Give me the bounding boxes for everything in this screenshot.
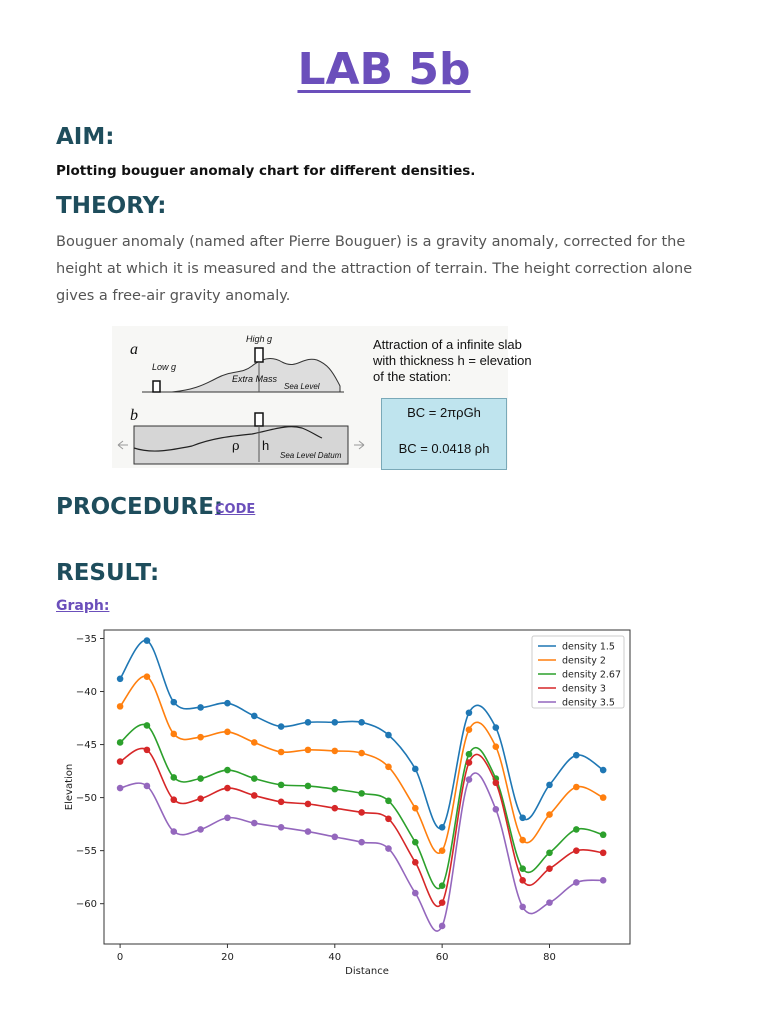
data-point	[144, 637, 151, 644]
data-point	[278, 824, 285, 831]
data-point	[546, 899, 553, 906]
data-point	[144, 747, 151, 754]
procedure-heading: PROCEDURE:	[56, 494, 224, 520]
data-point	[224, 814, 231, 821]
data-point	[278, 749, 285, 756]
x-tick-label: 0	[116, 952, 124, 963]
legend-entry: density 3	[562, 683, 606, 695]
rho-label: ρ	[232, 439, 240, 454]
y-tick-label: −50	[75, 793, 97, 805]
slab-description	[373, 337, 563, 385]
data-point	[251, 775, 258, 782]
data-point	[493, 806, 500, 813]
y-tick-label: −35	[75, 633, 97, 645]
data-point	[197, 795, 204, 802]
data-point	[224, 700, 231, 707]
data-point	[573, 752, 580, 759]
data-point	[493, 743, 500, 750]
data-point	[224, 729, 231, 736]
data-point	[600, 877, 607, 884]
sea-level-label: Sea Level	[284, 382, 320, 391]
data-point	[600, 849, 607, 856]
data-point	[600, 831, 607, 838]
formula-box	[381, 398, 507, 470]
data-point	[170, 828, 177, 835]
data-point	[170, 699, 177, 706]
data-point	[197, 704, 204, 711]
aim-text: Plotting bouguer anomaly chart for different densities.	[56, 163, 476, 179]
theory-heading: THEORY:	[56, 193, 167, 219]
data-point	[573, 784, 580, 791]
x-tick-label: 40	[328, 952, 342, 963]
data-point	[600, 767, 607, 774]
data-point	[197, 826, 204, 833]
data-point	[412, 839, 419, 846]
theory-text: Bouguer anomaly (named after Pierre Bouguer) is a gravity anomaly, corrected for the height at which it is measured and the attraction of terrain. The height correction alone gives a free-air gravity anomaly.	[56, 234, 693, 304]
data-point	[117, 758, 124, 765]
h-label: h	[262, 438, 270, 453]
data-point	[385, 764, 392, 771]
data-point	[573, 826, 580, 833]
data-point	[519, 865, 526, 872]
data-point	[385, 797, 392, 804]
data-point	[385, 732, 392, 739]
bouguer-anomaly-chart	[56, 622, 656, 982]
data-point	[519, 904, 526, 911]
data-point	[197, 734, 204, 741]
data-point	[358, 839, 365, 846]
data-point	[117, 785, 124, 792]
data-point	[600, 794, 607, 801]
data-point	[144, 783, 151, 790]
formula-bc-1: BC = 2πρGh	[407, 405, 481, 420]
data-point	[305, 719, 312, 726]
data-point	[439, 923, 446, 930]
data-point	[358, 750, 365, 757]
data-point	[305, 828, 312, 835]
data-point	[519, 877, 526, 884]
data-point	[144, 722, 151, 729]
data-point	[546, 865, 553, 872]
data-point	[278, 782, 285, 789]
legend-entry: density 3.5	[562, 697, 615, 709]
data-point	[466, 776, 473, 783]
data-point	[412, 766, 419, 773]
x-axis-label: Distance	[345, 966, 389, 977]
data-point	[331, 834, 338, 841]
data-point	[305, 801, 312, 808]
data-point	[278, 723, 285, 730]
slab-line-3: of the station:	[373, 369, 452, 384]
data-point	[117, 675, 124, 682]
data-point	[546, 782, 553, 789]
low-g-label: Low g	[152, 362, 177, 372]
data-point	[117, 739, 124, 746]
data-point	[170, 774, 177, 781]
data-point	[251, 739, 258, 746]
legend-entry: density 2.67	[562, 669, 622, 681]
slab-line-2: with thickness h = elevation	[373, 353, 532, 368]
data-point	[385, 845, 392, 852]
page-title: LAB 5b	[297, 44, 471, 95]
data-point	[466, 751, 473, 758]
slab-line-1: Attraction of a infinite slab	[373, 337, 522, 352]
data-point	[439, 847, 446, 854]
data-point	[439, 882, 446, 889]
data-point	[546, 811, 553, 818]
data-point	[358, 719, 365, 726]
sea-level-datum-label: Sea Level Datum	[280, 451, 342, 460]
graph-link[interactable]: Graph:	[56, 598, 110, 614]
data-point	[519, 814, 526, 821]
data-point	[251, 820, 258, 827]
x-tick-label: 60	[435, 952, 449, 963]
legend-entry: density 1.5	[562, 641, 615, 653]
y-axis-label: Elevation	[64, 763, 75, 811]
code-link[interactable]: CODE	[215, 502, 256, 517]
panel-b-label: b	[130, 407, 138, 424]
high-g-label: High g	[246, 334, 273, 344]
result-heading: RESULT:	[56, 560, 160, 586]
data-point	[439, 824, 446, 831]
data-point	[573, 879, 580, 886]
data-point	[385, 816, 392, 823]
panel-a-label: a	[130, 341, 138, 358]
data-point	[493, 779, 500, 786]
data-point	[466, 759, 473, 766]
aim-heading: AIM:	[56, 124, 115, 150]
data-point	[412, 859, 419, 866]
x-tick-label: 20	[221, 952, 234, 963]
y-tick-label: −55	[75, 846, 97, 858]
formula-bc-2: BC = 0.0418 ρh	[398, 441, 490, 456]
data-point	[117, 703, 124, 710]
data-point	[331, 748, 338, 755]
y-tick-label: −60	[75, 899, 97, 911]
data-point	[519, 837, 526, 844]
data-point	[412, 890, 419, 897]
data-point	[466, 726, 473, 733]
data-point	[197, 775, 204, 782]
data-point	[251, 792, 258, 799]
x-tick-label: 80	[543, 952, 556, 963]
data-point	[331, 786, 338, 793]
data-point	[331, 805, 338, 812]
data-point	[305, 783, 312, 790]
data-point	[412, 805, 419, 812]
data-point	[305, 747, 312, 754]
data-point	[493, 724, 500, 731]
data-point	[251, 713, 258, 720]
data-point	[466, 709, 473, 716]
data-point	[573, 847, 580, 854]
data-point	[224, 785, 231, 792]
data-point	[546, 849, 553, 856]
data-point	[224, 767, 231, 774]
data-point	[358, 809, 365, 816]
data-point	[439, 899, 446, 906]
data-point	[278, 799, 285, 806]
data-point	[331, 719, 338, 726]
extra-mass-label: Extra Mass	[232, 374, 278, 384]
y-tick-label: −40	[75, 687, 97, 699]
legend-entry: density 2	[562, 655, 606, 667]
data-point	[144, 673, 151, 680]
data-point	[170, 731, 177, 738]
data-point	[170, 796, 177, 803]
y-tick-label: −45	[75, 740, 97, 752]
data-point	[358, 790, 365, 797]
